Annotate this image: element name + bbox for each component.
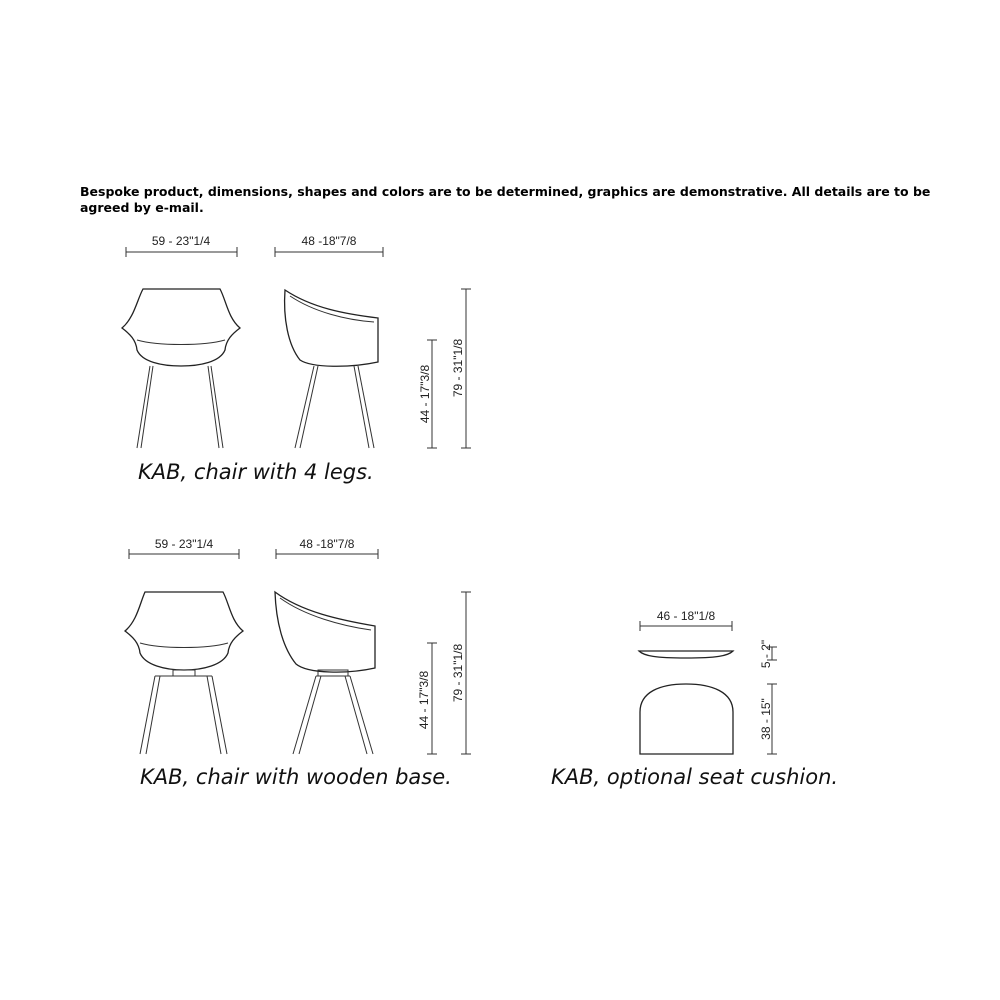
chair-legs-depth-label: 48 -18"7/8 — [301, 234, 357, 248]
chair-wood-caption: KAB, chair with wooden base. — [140, 765, 452, 789]
disclaimer-text: Bespoke product, dimensions, shapes and colors are to be determined, graphics are demonstrative. All details are to be agreed by e-mail. — [80, 184, 931, 215]
chair-wood-width-label: 59 - 23"1/4 — [154, 537, 214, 551]
chair-wood-total-height-label: 79 - 31"1/8 — [451, 643, 465, 703]
chair-legs-total-height-label: 79 - 31"1/8 — [451, 338, 465, 398]
cushion-caption: KAB, optional seat cushion. — [551, 765, 839, 789]
chair-wood-front-view — [125, 537, 243, 754]
chair-wood-height-dims — [417, 592, 471, 754]
chair-wood-depth-label: 48 -18"7/8 — [299, 537, 355, 551]
chair-legs-seat-height-label: 44 - 17"3/8 — [418, 364, 432, 424]
chair-wood-side-view — [275, 537, 378, 754]
chair-wood-seat-height-label: 44 - 17"3/8 — [417, 670, 431, 730]
cushion-views — [639, 609, 777, 754]
chair-legs-height-dims — [418, 289, 471, 448]
chair-legs-caption: KAB, chair with 4 legs. — [138, 460, 374, 484]
chair-legs-side-view — [275, 234, 383, 448]
cushion-depth-label: 38 - 15" — [759, 698, 773, 740]
cushion-thickness-label: 5 - 2" — [759, 639, 773, 669]
cushion-width-label: 46 - 18"1/8 — [656, 609, 716, 623]
chair-legs-front-view — [122, 234, 240, 448]
chair-legs-width-label: 59 - 23"1/4 — [151, 234, 211, 248]
